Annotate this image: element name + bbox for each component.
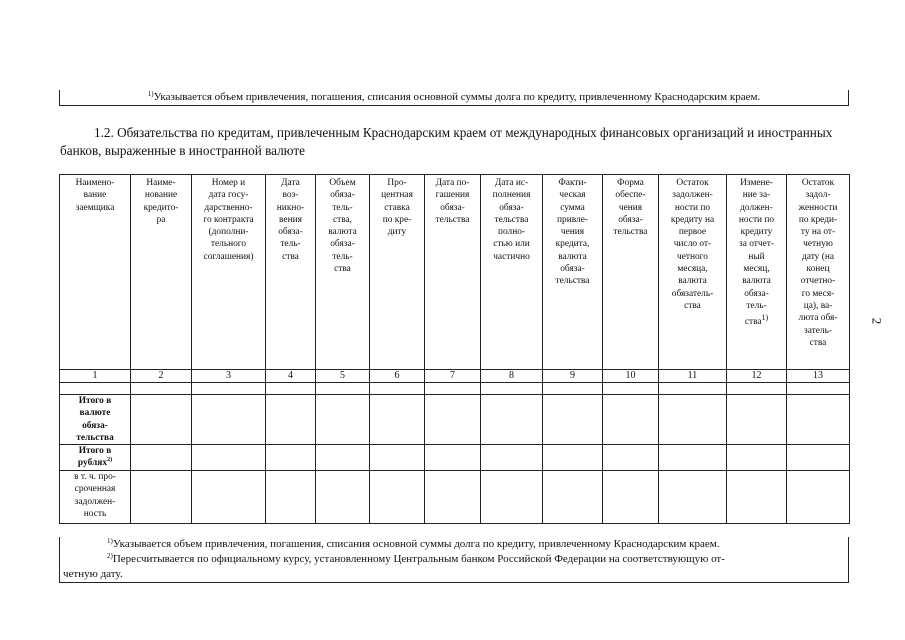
column-number: 8	[481, 370, 543, 383]
footnote-2-continuation	[60, 567, 848, 582]
column-number: 12	[727, 370, 787, 383]
column-number: 9	[543, 370, 603, 383]
page-number: 2	[869, 317, 885, 325]
table-cell	[370, 395, 425, 445]
table-header-cell: Измене- ние за- должен- ности по кредиту за отчет- ный месяц, валюта обяза- тель- ства$^{1)}$	[727, 175, 787, 370]
table-cell	[481, 395, 543, 445]
table-cell	[370, 383, 425, 395]
table-cell	[266, 471, 316, 524]
table-cell	[370, 445, 425, 471]
table-cell	[787, 471, 850, 524]
table-cell	[266, 395, 316, 445]
column-number: 2	[131, 370, 192, 383]
table-cell	[481, 471, 543, 524]
table-cell	[316, 395, 370, 445]
table-cell	[603, 383, 659, 395]
column-number: 7	[425, 370, 481, 383]
table-header-cell: Факти- ческая сумма привле- чения кредита, валюта обяза- тельства	[543, 175, 603, 370]
table-cell	[266, 383, 316, 395]
table-cell	[481, 445, 543, 471]
table-cell	[192, 395, 266, 445]
table-cell	[425, 383, 481, 395]
column-number: 13	[787, 370, 850, 383]
table-cell	[425, 445, 481, 471]
table-header-cell: Объем обяза- тель- ства, валюта обяза- тель- ства	[316, 175, 370, 370]
footnote-2	[60, 552, 848, 567]
table-cell	[192, 471, 266, 524]
footnote-3-text: четную дату.	[63, 568, 123, 580]
table-cell	[603, 471, 659, 524]
table-header-cell: Номер и дата госу- дарственно- го контракта (дополни- тельного соглашения)	[192, 175, 266, 370]
table-cell	[659, 445, 727, 471]
footnote-1-marker: 1)	[107, 537, 113, 545]
table-cell	[543, 395, 603, 445]
table-cell	[481, 383, 543, 395]
table-cell	[60, 383, 131, 395]
table-cell	[131, 383, 192, 395]
table-cell	[603, 445, 659, 471]
table-cell	[425, 471, 481, 524]
table-cell	[727, 395, 787, 445]
table-cell	[603, 395, 659, 445]
table-cell	[727, 445, 787, 471]
table-header-cell: Дата воз- никно- вения обяза- тель- ства	[266, 175, 316, 370]
table-cell	[543, 471, 603, 524]
column-number: 1	[60, 370, 131, 383]
table-header-cell: Дата ис- полнения обяза- тельства полно- стью или частично	[481, 175, 543, 370]
total-rubles-label: Итого в рублях$^{2)}$	[60, 445, 131, 471]
obligations-table	[59, 174, 850, 524]
table-header-row	[60, 175, 850, 370]
top-footnote-text: Указывается объем привлечения, погашения, списания основной суммы долга по кредиту, привлеченному Краснодарским краем.	[153, 91, 761, 103]
table-cell	[192, 445, 266, 471]
table-cell	[316, 445, 370, 471]
table-cell	[316, 471, 370, 524]
total-rubles-marker: 2)	[107, 457, 113, 464]
total-currency-label: Итого в валюте обяза- тельства	[60, 395, 131, 445]
table-cell	[131, 445, 192, 471]
overdue-label: в т. ч. про- сроченная задолжен- ность	[60, 471, 131, 524]
table-row	[60, 383, 850, 395]
column-number: 6	[370, 370, 425, 383]
top-footnote-marker: 1)	[147, 90, 154, 98]
footnote-2-marker: 2)	[107, 552, 113, 560]
table-cell	[425, 395, 481, 445]
table-cell	[192, 383, 266, 395]
table-cell	[131, 395, 192, 445]
table-header-cell: Остаток задол- женности по креди- ту на от- четную дату (на конец отчетно- го меся- ца), ва- люта обя- затель- ства	[787, 175, 850, 370]
footnote-1-text: Указывается объем привлечения, погашения, списания основной суммы долга по кредиту, привлеченному Краснодарским краем.	[112, 538, 720, 550]
table-header-cell: Дата по- гашения обяза- тельства	[425, 175, 481, 370]
table-cell	[316, 383, 370, 395]
table-cell	[787, 395, 850, 445]
table-cell	[370, 471, 425, 524]
total-currency-row	[60, 395, 850, 445]
table-cell	[266, 445, 316, 471]
table-header-cell: Про- центная ставка по кре- диту	[370, 175, 425, 370]
table-cell	[543, 445, 603, 471]
footnote-1	[60, 537, 848, 552]
table-header-cell: Наиме- нование кредито- ра	[131, 175, 192, 370]
column-number: 11	[659, 370, 727, 383]
column-number: 3	[192, 370, 266, 383]
table-cell	[787, 445, 850, 471]
table-header-cell: Наимено- вание заемщика	[60, 175, 131, 370]
table-cell	[727, 471, 787, 524]
table-cell	[659, 471, 727, 524]
column-number: 10	[603, 370, 659, 383]
table-header-cell: Форма обеспе- чения обяза- тельства	[603, 175, 659, 370]
section-heading: 1.2. Обязательства по кредитам, привлеченным Краснодарским краем от международных финансовых организаций и иностранных банков, выраженные в иностранной валюте	[60, 125, 833, 158]
table-cell	[659, 383, 727, 395]
overdue-row	[60, 471, 850, 524]
footnote-2-text: Пересчитывается по официальному курсу, установленному Центральным банком Российской Федерации на соответствующую от-	[112, 553, 725, 565]
header-footnote-marker: 1)	[761, 313, 769, 323]
total-rubles-row	[60, 445, 850, 471]
column-number: 4	[266, 370, 316, 383]
table-header-cell: Остаток задолжен- ности по кредиту на первое число от- четного месяца, валюта обязатель- ства	[659, 175, 727, 370]
column-number-row	[60, 370, 850, 383]
table-cell	[727, 383, 787, 395]
table-cell	[543, 383, 603, 395]
table-footnotes	[59, 537, 849, 583]
table-cell	[131, 471, 192, 524]
table-cell	[659, 395, 727, 445]
column-number: 5	[316, 370, 370, 383]
top-footnote	[59, 90, 849, 106]
table-cell	[787, 383, 850, 395]
